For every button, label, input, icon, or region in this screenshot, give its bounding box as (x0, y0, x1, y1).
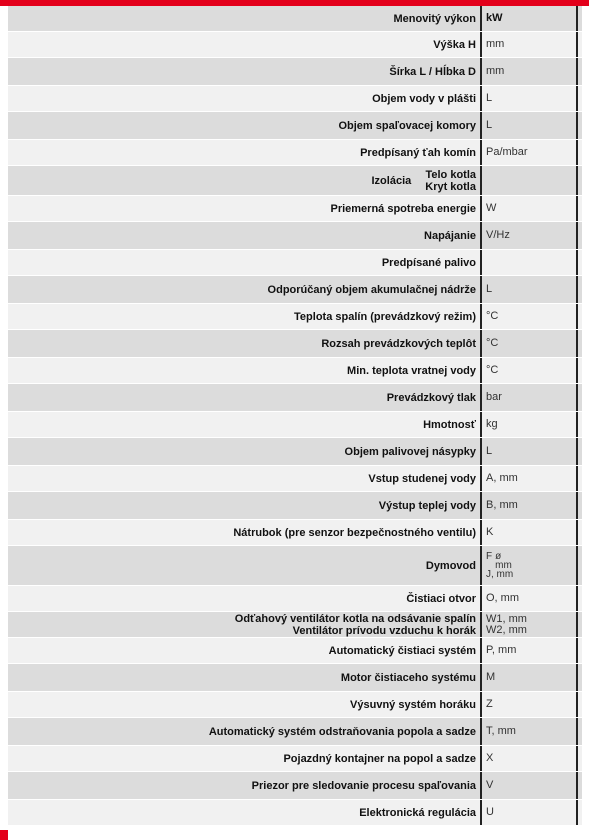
unit-label: J, mm (486, 569, 514, 580)
unit-label: mm (486, 38, 505, 50)
unit-cell (482, 546, 578, 585)
parameter-label: Vstup studenej vody (368, 472, 476, 485)
unit-label: U (486, 806, 494, 818)
unit-label: K (486, 526, 494, 538)
table-row (8, 612, 582, 638)
table-row (8, 112, 582, 140)
table-row (8, 586, 582, 612)
parameter-label: Automatický čistiaci systém (328, 644, 476, 657)
unit-cell (482, 466, 578, 491)
parameter-label: Objem spaľovacej komory (338, 119, 476, 132)
flue-unit-sup (495, 552, 512, 570)
parameter-cell (8, 664, 482, 691)
unit-label: O, mm (486, 592, 519, 604)
parameter-label: Nátrubok (pre senzor bezpečnostného ventilu) (233, 526, 476, 539)
parameter-cell (8, 222, 482, 249)
table-row (8, 304, 582, 330)
unit-label: °C (486, 337, 499, 349)
unit-label: P, mm (486, 644, 517, 656)
parameter-label: Elektronická regulácia (359, 806, 476, 819)
table-row (8, 718, 582, 746)
table-row (8, 772, 582, 800)
parameter-cell (8, 196, 482, 221)
unit-cell (482, 250, 578, 275)
unit-label: °C (486, 364, 499, 376)
parameter-cell (8, 140, 482, 165)
unit-cell (482, 492, 578, 519)
table-row (8, 32, 582, 58)
parameter-label: Min. teplota vratnej vody (347, 364, 476, 377)
bottom-accent-mark (0, 830, 8, 840)
parameter-label: Priemerná spotreba energie (330, 202, 476, 215)
unit-label: T, mm (486, 725, 516, 737)
table-row (8, 384, 582, 412)
insulation-group (372, 169, 477, 193)
table-row (8, 222, 582, 250)
parameter-label: Odťahový ventilátor kotla na odsávanie spalín (234, 612, 476, 625)
parameter-cell (8, 638, 482, 663)
unit-cell (482, 612, 578, 637)
parameter-label: Prevádzkový tlak (386, 391, 476, 404)
table-row (8, 692, 582, 718)
parameter-cell (8, 546, 482, 585)
parameter-label: Odporúčaný objem akumulačnej nádrže (267, 283, 476, 296)
unit-cell (482, 222, 578, 249)
unit-label: kg (486, 418, 498, 430)
parameter-label: Izolácia (371, 174, 412, 187)
parameter-cell (8, 718, 482, 745)
table-row (8, 466, 582, 492)
table-row (8, 166, 582, 196)
sublabel: Kryt kotla (425, 180, 476, 193)
unit-cell (482, 520, 578, 545)
table-row (8, 746, 582, 772)
unit-cell (482, 304, 578, 329)
parameter-label: Výstup teplej vody (378, 499, 476, 512)
parameter-cell (8, 6, 482, 31)
parameter-label: Predpísaný ťah komín (360, 146, 476, 159)
parameter-label: Výška H (433, 38, 476, 51)
table-row (8, 412, 582, 438)
unit-label: M (486, 671, 496, 683)
unit-label: L (486, 119, 493, 131)
unit-cell (482, 412, 578, 437)
parameter-label: Objem palivovej násypky (344, 445, 476, 458)
parameter-cell (8, 166, 482, 195)
unit-cell (482, 86, 578, 111)
parameter-cell (8, 86, 482, 111)
unit-label: °C (486, 310, 499, 322)
unit-label: X (486, 752, 494, 764)
parameter-label: Menovitý výkon (393, 12, 476, 25)
unit-cell (482, 638, 578, 663)
flue-unit-group (486, 552, 576, 579)
unit-label: L (486, 445, 493, 457)
unit-label: kW (486, 12, 503, 24)
unit-cell (482, 6, 578, 31)
parameter-cell (8, 330, 482, 357)
table-row (8, 438, 582, 466)
parameter-label: Čistiaci otvor (406, 592, 476, 605)
parameter-label: Rozsah prevádzkových teplôt (321, 337, 476, 350)
table-row (8, 196, 582, 222)
unit-cell (482, 586, 578, 611)
table-row (8, 492, 582, 520)
unit-label: Z (486, 698, 493, 710)
unit-label: L (486, 283, 493, 295)
unit-label: F (486, 551, 493, 562)
table-row (8, 800, 582, 826)
parameter-cell (8, 492, 482, 519)
parameter-cell (8, 112, 482, 139)
unit-label: bar (486, 391, 502, 403)
unit-label: ø (495, 551, 502, 562)
parameter-cell (8, 412, 482, 437)
parameter-label: Šírka L / Hĺbka D (389, 65, 476, 78)
unit-label: B, mm (486, 499, 518, 511)
parameter-label: Ventilátor prívodu vzduchu k horák (292, 624, 476, 637)
parameter-cell (8, 304, 482, 329)
unit-cell (482, 772, 578, 799)
unit-label: W2, mm (486, 623, 527, 636)
unit-label: W (486, 202, 497, 214)
parameter-cell (8, 520, 482, 545)
parameter-label: Automatický systém odstraňovania popola a sadze (208, 725, 476, 738)
table-row (8, 6, 582, 32)
parameter-label: Pojazdný kontajner na popol a sadze (283, 752, 476, 765)
parameter-cell (8, 250, 482, 275)
unit-cell (482, 330, 578, 357)
unit-label: W1, mm (486, 612, 527, 625)
table-row (8, 520, 582, 546)
unit-cell (482, 384, 578, 411)
unit-cell (482, 718, 578, 745)
parameter-cell (8, 586, 482, 611)
parameter-cell (8, 384, 482, 411)
parameter-label: Dymovod (425, 559, 476, 572)
unit-label: mm (495, 560, 512, 571)
unit-cell (482, 664, 578, 691)
unit-cell (482, 438, 578, 465)
parameter-label: Teplota spalín (prevádzkový režim) (294, 310, 476, 323)
parameter-label: Predpísané palivo (381, 256, 476, 269)
parameter-label: Objem vody v plášti (372, 92, 476, 105)
table-row (8, 276, 582, 304)
unit-cell (482, 32, 578, 57)
parameter-cell (8, 800, 482, 825)
unit-label: L (486, 92, 493, 104)
table-row (8, 638, 582, 664)
parameter-cell (8, 746, 482, 771)
parameter-cell (8, 358, 482, 383)
unit-cell (482, 692, 578, 717)
parameter-cell (8, 32, 482, 57)
table-row (8, 58, 582, 86)
parameter-cell (8, 692, 482, 717)
parameter-cell (8, 612, 482, 637)
unit-cell (482, 800, 578, 825)
unit-cell (482, 276, 578, 303)
table-row (8, 546, 582, 586)
unit-label: V (486, 779, 494, 791)
table-row (8, 86, 582, 112)
unit-cell (482, 140, 578, 165)
specification-table (8, 6, 582, 826)
table-row (8, 250, 582, 276)
parameter-cell (8, 466, 482, 491)
unit-label: A, mm (486, 472, 518, 484)
unit-cell (482, 58, 578, 85)
parameter-cell (8, 276, 482, 303)
parameter-label: Hmotnosť (423, 418, 476, 431)
flue-unit-line (486, 552, 576, 570)
parameter-label: Motor čistiaceho systému (340, 671, 476, 684)
table-row (8, 358, 582, 384)
sublabel: Telo kotla (425, 168, 476, 181)
unit-label: mm (486, 65, 505, 77)
table-row (8, 330, 582, 358)
table-row (8, 664, 582, 692)
unit-label: Pa/mbar (486, 146, 528, 158)
parameter-cell (8, 58, 482, 85)
parameter-label: Výsuvný systém horáku (350, 698, 476, 711)
parameter-cell (8, 772, 482, 799)
unit-cell (482, 746, 578, 771)
parameter-label: Napájanie (424, 229, 476, 242)
parameter-cell (8, 438, 482, 465)
unit-cell (482, 112, 578, 139)
unit-cell (482, 196, 578, 221)
parameter-pair (235, 613, 476, 637)
parameter-label: Priezor pre sledovanie procesu spaľovania (251, 779, 476, 792)
unit-cell (482, 358, 578, 383)
unit-cell (482, 166, 578, 195)
table-row (8, 140, 582, 166)
insulation-sublabels (425, 169, 476, 193)
unit-label: V/Hz (486, 229, 510, 241)
